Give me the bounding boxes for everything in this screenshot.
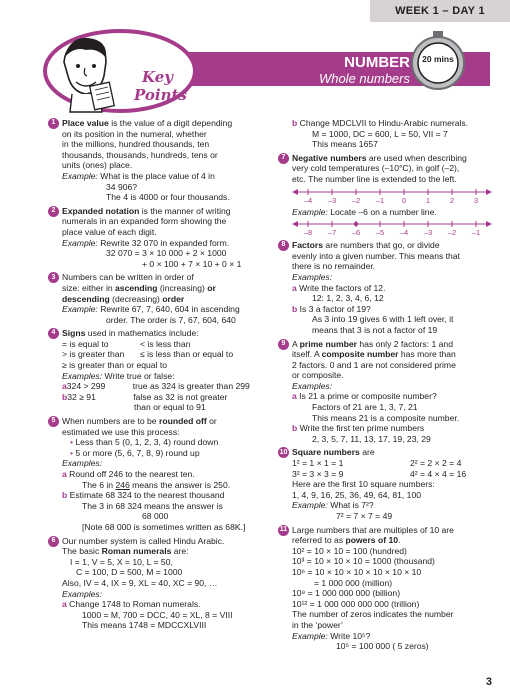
section-signs: 4 Signs used in mathematics include: = is equal to < is less than > is greater than ≤ is less than or equal to ≥ is greater than or equal to Examples: Write true or false: a324 > 299 true as 324 is greater than 299 b32 ≥ 91 false as 32 is not greater than or equal to 91 — [50, 328, 270, 413]
key-points-title-line1: Key — [142, 68, 173, 86]
number-line-label: 1 — [425, 195, 431, 205]
section-expanded-notation: 2 Expanded notation is the manner of writing numerals in an expanded form showing the place value of each digit. Example: Rewrite 32 070 in expanded form. 32 070 = 3 × 10 000 + 2 × 1000 + 0 × 100 + 7 × 10 + 0 × 1 — [50, 206, 270, 270]
section-ordering: 3 Numbers can be written in order of size: either in ascending (increasing) or descending (decreasing) order Example: Rewrite 67, 7, 640, 604 in ascending order. The order is 7, 67, 604, 640 — [50, 272, 270, 325]
right-column — [280, 118, 490, 655]
page-number: 3 — [485, 676, 492, 688]
number-line-label: 2 — [449, 195, 455, 205]
section-number: 1 — [48, 118, 59, 129]
section-number: 4 — [48, 328, 59, 339]
section-number: 5 — [48, 416, 59, 427]
number-line-label: –4 — [303, 195, 313, 205]
topic-title: NUMBER — [344, 54, 410, 71]
number-line-1 — [292, 187, 492, 205]
section-prime-numbers: 9 A prime number has only 2 factors: 1 and itself. A composite number has more than 2 factors. 0 and 1 are not considered prime or composite. Examples: a Is 21 a prime or composite number? Factors of 21 are 1, 3, 7, 21 This means 21 is a composite number. b Write the first ten prime numbers 2, 3, 5, 7, 11, 13, 17, 19, 23, 29 — [280, 339, 490, 445]
section-place-value: 1 Place value is the value of a digit depending on its position in the numeral, whether in the millions, hundred thousands, ten thousands, thousands, hundreds, tens or units (ones) place. Example: What is the place value of 4 in 34 906? The 4 is 4000 or four thousands. — [50, 118, 270, 203]
section-number: 10 — [278, 447, 289, 458]
number-line-label: –1 — [375, 195, 385, 205]
number-line-label: –7 — [327, 228, 337, 238]
section-powers-of-ten: 11 Large numbers that are multiples of 10 are referred to as powers of 10. 10² = 10 × 10 = 100 (hundred) 10³ = 10 × 10 × 10 = 1000 (thousand) 10⁶ = 10 × 10 × 10 × 10 × 10 × 10 = 1 000 000 (million) 10⁹ = 1 000 000 000 (billion) 10¹² = 1 000 000 000 000 (trillion) The number of zeros indicates the number in the ‘power’ Example: Write 10⁵? 10⁵ = 100 000 ( 5 zeros) — [279, 524, 454, 652]
number-line-label: –5 — [375, 228, 385, 238]
key-points-badge — [42, 28, 198, 114]
section-factors: 8 Factors are numbers that go, or divide evenly into a given number. This means that there is no remainder. Examples: a Write the factors of 12. 12: 1, 2, 3, 4, 6, 12 b Is 3 a factor of 19? As 3 into 19 gives 6 with 1 left over, it means that 3 is not a factor of 19 — [280, 240, 490, 335]
section-number: 9 — [278, 339, 289, 350]
subtopic-title: Whole numbers — [318, 71, 410, 86]
left-column — [50, 118, 270, 634]
section-roman-numerals: 6 Our number system is called Hindu Arabic. The basic Roman numerals are: I = 1, V = 5, X = 10, L = 50, C = 100, D = 500, M = 1000 Also, IV = 4, IX = 9, XL = 40, XC = 90, … Examples: a Change 1748 to Roman numerals. 1000 = M, 700 = DCC, 40 = XL, 8 = VIII This means 1748 = MDCCXLVIII — [50, 536, 270, 631]
section-number: 2 — [48, 206, 59, 217]
number-line-point — [354, 222, 358, 226]
section-negative-numbers: 7 Negative numbers are used when describing very cold temperatures (–10°C), in golf (–2), etc. The number line is extended to the left. –4 –3 –2 –1 0 1 2 3 Example: Locate –6 on a number line. –8 –7 –6 –5 –4 –3 –2 –1 — [280, 153, 490, 237]
number-line-label: –2 — [447, 228, 457, 238]
number-line-label: –1 — [471, 228, 481, 238]
number-line-2 — [292, 219, 492, 237]
section-number: 7 — [278, 153, 289, 164]
section-number: 11 — [278, 525, 289, 536]
number-line-label: –3 — [327, 195, 337, 205]
section-number: 6 — [48, 536, 59, 547]
time-label: 20 mins — [422, 54, 454, 64]
section-number: 3 — [48, 272, 59, 283]
number-line-label: –2 — [351, 195, 361, 205]
number-line-label: 3 — [473, 195, 479, 205]
section-square-numbers: 10 Square numbers are 1² = 1 × 1 = 1 2² = 2 × 2 = 4 3² = 3 × 3 = 9 4² = 4 × 4 = 16 Here are the first 10 square numbers: 1, 4, 9, 16, 25, 36, 49, 64, 81, 100 Example: What is 7²? 7² = 7 × 7 = 49 — [279, 447, 467, 521]
section-number: 8 — [278, 240, 289, 251]
key-points-title-line2: Points — [134, 86, 187, 104]
week-day-tab: WEEK 1 – DAY 1 — [370, 0, 510, 22]
number-line-label: 0 — [401, 195, 407, 205]
number-line-label: –6 — [351, 228, 361, 238]
section-rounding: 5 When numbers are to be rounded off or estimated we use this process: • Less than 5 (0, 1, 2, 3, 4) round down • 5 or more (5, 6, 7, 8, 9) round up Examples: a Round off 246 to the nearest ten. The 6 in 246 means the answer is 250. b Estimate 68 324 to the nearest thousand The 3 in 68 324 means the answer is 68 000 [Note 68 000 is sometimes written as 68K.] — [50, 416, 270, 533]
number-line-label: –3 — [423, 228, 433, 238]
number-line-label: –4 — [399, 228, 409, 238]
section-roman-numerals-cont: b Change MDCLVII to Hindu-Arabic numerals. M = 1000, DC = 600, L = 50, VII = 7 This means 1657 — [292, 118, 469, 150]
number-line-label: –8 — [303, 228, 313, 238]
